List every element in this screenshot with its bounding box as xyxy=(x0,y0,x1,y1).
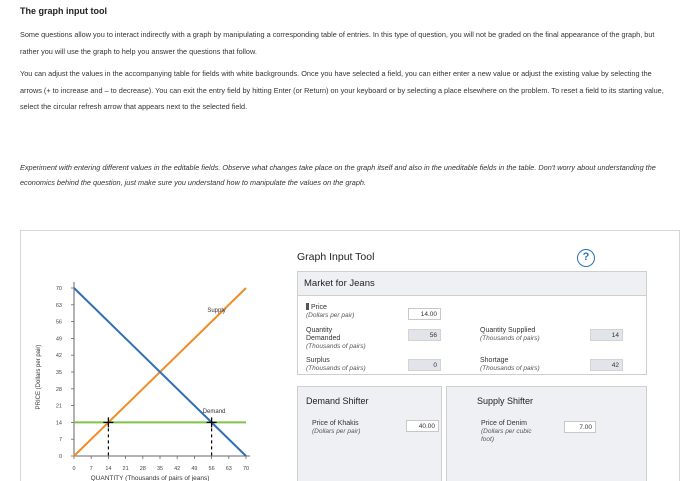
y-axis-label: PRICE (Dollars per pair) xyxy=(36,344,42,410)
price-label xyxy=(306,303,354,320)
quantity-supplied-label xyxy=(480,327,540,343)
surplus-label xyxy=(306,357,366,373)
instructions-paragraph-2: You can adjust the values in the accompanying table for fields with white backgrounds. Once you have selected a field, you can either enter a new value or adjust the existing value by selecting the arrows (+ to increase and – to decrease). You can exit the entry field by hitting Enter (or Return) on your keyboard or by selecting a place elsewhere on the problem. To reset a field to its starting value, select the circular refresh arrow that appears next to the selected field. xyxy=(20,69,664,111)
demand-shifter-header: Demand Shifter xyxy=(306,396,369,406)
y-tick-label: 49 xyxy=(55,336,62,343)
quantity-demanded-label xyxy=(306,327,366,351)
khakis-unit: (Dollars per pair) xyxy=(312,428,361,435)
surplus-label-text: Surplus xyxy=(306,357,330,364)
market-table-header: Market for Jeans xyxy=(298,272,646,296)
tool-title: Graph Input Tool xyxy=(297,251,375,263)
supply-curve-label: Supply xyxy=(207,308,226,314)
demand-shifter xyxy=(297,386,442,481)
x-tick-label: 70 xyxy=(242,466,250,472)
y-tick-label: 42 xyxy=(55,353,62,360)
denim-price-label xyxy=(481,420,532,444)
page-title: The graph input tool xyxy=(20,6,107,16)
qs-label-text: Quantity Supplied xyxy=(480,327,536,334)
y-tick-label: 70 xyxy=(55,286,62,292)
x-tick-label: 21 xyxy=(122,466,129,472)
market-graph-svg xyxy=(21,231,271,481)
x-tick-label: 0 xyxy=(72,466,76,472)
price-unit: (Dollars per pair) xyxy=(306,312,355,319)
x-tick-label: 14 xyxy=(105,466,112,472)
price-marker-icon xyxy=(306,303,309,310)
shortage-unit: (Thousands of pairs) xyxy=(480,365,540,372)
shortage-label-text: Shortage xyxy=(480,357,509,364)
y-tick-label: 28 xyxy=(55,386,62,393)
qd-label-line2: Demanded xyxy=(306,335,341,342)
y-tick-label: 7 xyxy=(58,437,62,444)
y-tick-label: 63 xyxy=(55,302,62,309)
y-tick-label: 35 xyxy=(55,370,62,376)
x-tick-label: 63 xyxy=(225,466,232,472)
denim-unit-line2: foot) xyxy=(481,436,495,443)
khakis-label-text: Price of Khakis xyxy=(312,420,359,427)
quantity-demanded-field: 56 xyxy=(408,329,441,341)
qd-unit: (Thousands of pairs) xyxy=(306,343,366,350)
khakis-price-label xyxy=(312,420,360,436)
denim-price-field[interactable]: 7.00 xyxy=(564,421,596,433)
supply-shifter-header: Supply Shifter xyxy=(477,396,534,406)
y-tick-label: 0 xyxy=(58,454,62,460)
shortage-label xyxy=(480,357,540,373)
y-tick-label: 14 xyxy=(55,420,62,427)
market-table xyxy=(297,271,647,375)
market-graph xyxy=(21,231,271,481)
shortage-field: 42 xyxy=(590,359,623,371)
x-tick-label: 7 xyxy=(89,466,93,472)
demand-curve-label: Demand xyxy=(202,408,226,415)
x-tick-label: 35 xyxy=(156,466,164,472)
khakis-price-field[interactable]: 40.00 xyxy=(406,420,439,432)
surplus-unit: (Thousands of pairs) xyxy=(306,365,366,372)
x-tick-label: 49 xyxy=(191,466,198,472)
graph-input-tool xyxy=(20,230,680,481)
instructions-paragraph-1: Some questions allow you to interact indirectly with a graph by manipulating a corresponding table of entries. In this type of question, you will not be graded on the final appearance of the graph, but rather you will use the graph to help you answer the questions that follow. xyxy=(20,30,655,56)
qd-label-line1: Quantity xyxy=(306,327,333,334)
price-label-text: Price xyxy=(311,304,327,311)
x-tick-label: 28 xyxy=(139,466,146,472)
denim-unit-line1: (Dollars per cubic xyxy=(481,428,532,435)
y-tick-label: 21 xyxy=(55,403,62,410)
help-icon[interactable]: ? xyxy=(577,249,595,267)
price-field[interactable]: 14.00 xyxy=(408,308,441,320)
x-axis-label: QUANTITY (Thousands of pairs of jeans) xyxy=(90,475,210,481)
x-tick-label: 42 xyxy=(174,466,181,472)
surplus-field: 0 xyxy=(408,359,441,371)
y-tick-label: 56 xyxy=(55,319,62,326)
denim-label-text: Price of Denim xyxy=(481,420,527,427)
instructions-paragraph-3: Experiment with entering different values in the editable fields. Observe what changes take place on the graph itself and also in the uneditable fields in the table. Don't worry about understanding the economics behind the question, just make sure you understand how to manipulate the values on the graph. xyxy=(20,163,656,187)
qs-unit: (Thousands of pairs) xyxy=(480,335,540,342)
x-tick-label: 56 xyxy=(208,466,215,472)
supply-shifter xyxy=(446,386,647,481)
quantity-supplied-field: 14 xyxy=(590,329,623,341)
